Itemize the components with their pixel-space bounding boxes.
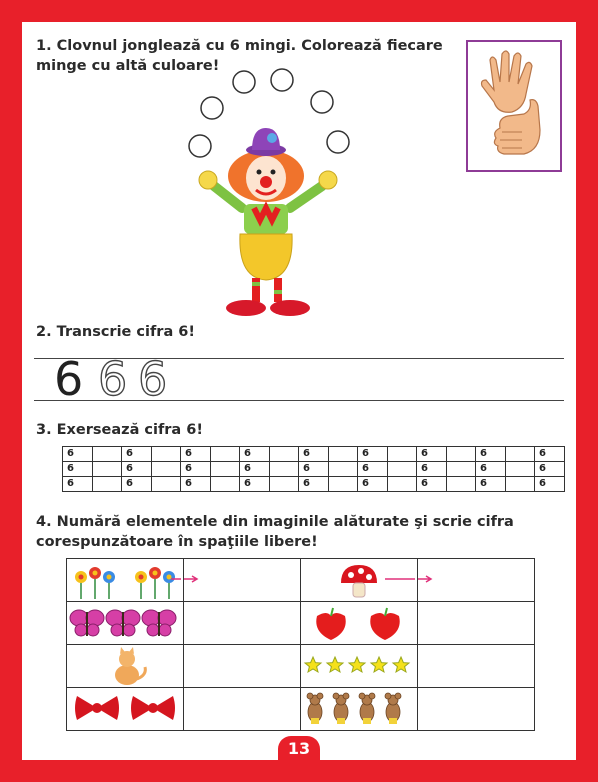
mouse-icon xyxy=(301,688,417,730)
arrow-icon xyxy=(418,559,534,601)
grid-empty-cell[interactable] xyxy=(388,477,417,492)
mice-cell xyxy=(301,688,418,731)
answer-cell[interactable] xyxy=(418,688,535,731)
grid-empty-cell[interactable] xyxy=(329,447,358,462)
grid-empty-cell[interactable] xyxy=(447,447,476,462)
table-row xyxy=(67,602,535,645)
mushroom-icon xyxy=(301,559,417,601)
grid-digit-cell: 6 xyxy=(122,447,152,462)
grid-digit-cell: 6 xyxy=(181,477,211,492)
grid-empty-cell[interactable] xyxy=(388,447,417,462)
exercise-1-heading: 1. Clovnul jonglează cu 6 mingi. Colorează fiecare minge cu altă culoare! xyxy=(36,38,443,74)
grid-empty-cell[interactable] xyxy=(447,462,476,477)
grid-digit-cell: 6 xyxy=(476,477,506,492)
grid-digit-cell: 6 xyxy=(358,462,388,477)
table-row xyxy=(63,477,565,492)
grid-digit-cell: 6 xyxy=(240,477,270,492)
grid-empty-cell[interactable] xyxy=(93,447,122,462)
grid-digit-cell: 6 xyxy=(63,477,93,492)
grid-empty-cell[interactable] xyxy=(270,447,299,462)
grid-digit-cell: 6 xyxy=(63,447,93,462)
grid-digit-cell: 6 xyxy=(299,447,329,462)
apple-icon xyxy=(301,602,417,644)
grid-empty-cell[interactable] xyxy=(152,462,181,477)
cat-cell xyxy=(67,645,184,688)
grid-empty-cell[interactable] xyxy=(270,462,299,477)
model-digit: 6 xyxy=(54,352,84,406)
worksheet-page xyxy=(22,22,576,760)
answer-cell[interactable] xyxy=(418,602,535,645)
table-row xyxy=(67,559,535,602)
hand-icon xyxy=(468,42,560,170)
table-row xyxy=(63,447,565,462)
grid-digit-cell: 6 xyxy=(417,447,447,462)
grid-empty-cell[interactable] xyxy=(329,477,358,492)
grid-empty-cell[interactable] xyxy=(152,447,181,462)
grid-digit-cell: 6 xyxy=(535,447,565,462)
bow-icon xyxy=(67,688,183,730)
answer-cell[interactable] xyxy=(418,645,535,688)
answer-cell[interactable] xyxy=(184,645,301,688)
grid-digit-cell: 6 xyxy=(358,447,388,462)
bows-cell xyxy=(67,688,184,731)
flower-icon xyxy=(67,559,183,601)
grid-digit-cell: 6 xyxy=(299,462,329,477)
grid-empty-cell[interactable] xyxy=(447,477,476,492)
grid-empty-cell[interactable] xyxy=(93,477,122,492)
writing-lines xyxy=(34,352,564,406)
exercise-2-heading: 2. Transcrie cifra 6! xyxy=(36,324,195,340)
grid-empty-cell[interactable] xyxy=(506,447,535,462)
answer-cell[interactable] xyxy=(184,602,301,645)
counting-table xyxy=(66,558,535,731)
grid-digit-cell: 6 xyxy=(299,477,329,492)
table-row xyxy=(67,645,535,688)
grid-digit-cell: 6 xyxy=(240,462,270,477)
ball-5 xyxy=(189,135,211,157)
dotted-digit-1[interactable]: 6 xyxy=(98,352,128,406)
ball-2 xyxy=(233,71,255,93)
flowers-cell xyxy=(67,559,184,602)
grid-digit-cell: 6 xyxy=(535,462,565,477)
dotted-digit-2[interactable]: 6 xyxy=(138,352,168,406)
grid-empty-cell[interactable] xyxy=(93,462,122,477)
grid-empty-cell[interactable] xyxy=(388,462,417,477)
grid-empty-cell[interactable] xyxy=(506,477,535,492)
grid-digit-cell: 6 xyxy=(535,477,565,492)
answer-cell[interactable] xyxy=(418,559,535,602)
ball-6 xyxy=(327,131,349,153)
stars-cell xyxy=(301,645,418,688)
star-icon xyxy=(301,645,417,687)
grid-digit-cell: 6 xyxy=(240,447,270,462)
arrow-icon xyxy=(184,559,300,601)
exercise-3-heading: 3. Exersează cifra 6! xyxy=(36,422,203,438)
grid-digit-cell: 6 xyxy=(417,477,447,492)
grid-empty-cell[interactable] xyxy=(211,477,240,492)
ball-1 xyxy=(201,97,223,119)
grid-digit-cell: 6 xyxy=(417,462,447,477)
grid-empty-cell[interactable] xyxy=(270,477,299,492)
cat-icon xyxy=(67,645,183,687)
grid-digit-cell: 6 xyxy=(122,477,152,492)
grid-digit-cell: 6 xyxy=(476,462,506,477)
ball-3 xyxy=(271,69,293,91)
grid-digit-cell: 6 xyxy=(63,462,93,477)
grid-digit-cell: 6 xyxy=(476,447,506,462)
table-row xyxy=(67,688,535,731)
hands-six-picture xyxy=(466,40,562,172)
answer-cell[interactable] xyxy=(184,559,301,602)
answer-cell[interactable] xyxy=(184,688,301,731)
mushroom-cell xyxy=(301,559,418,602)
practice-grid xyxy=(62,446,565,492)
butterfly-icon xyxy=(67,602,183,644)
grid-digit-cell: 6 xyxy=(181,462,211,477)
table-row xyxy=(63,462,565,477)
grid-empty-cell[interactable] xyxy=(152,477,181,492)
grid-empty-cell[interactable] xyxy=(329,462,358,477)
grid-empty-cell[interactable] xyxy=(506,462,535,477)
ball-4 xyxy=(311,91,333,113)
clown-juggling-picture xyxy=(182,68,362,318)
grid-empty-cell[interactable] xyxy=(211,462,240,477)
grid-digit-cell: 6 xyxy=(181,447,211,462)
grid-empty-cell[interactable] xyxy=(211,447,240,462)
exercise-4-heading: 4. Numără elementele din imaginile alăturate şi scrie cifra corespunzătoare în spaţiile libere! xyxy=(36,514,514,550)
page-number: 13 xyxy=(278,736,320,762)
grid-digit-cell: 6 xyxy=(358,477,388,492)
grid-digit-cell: 6 xyxy=(122,462,152,477)
apples-cell xyxy=(301,602,418,645)
butterflies-cell xyxy=(67,602,184,645)
